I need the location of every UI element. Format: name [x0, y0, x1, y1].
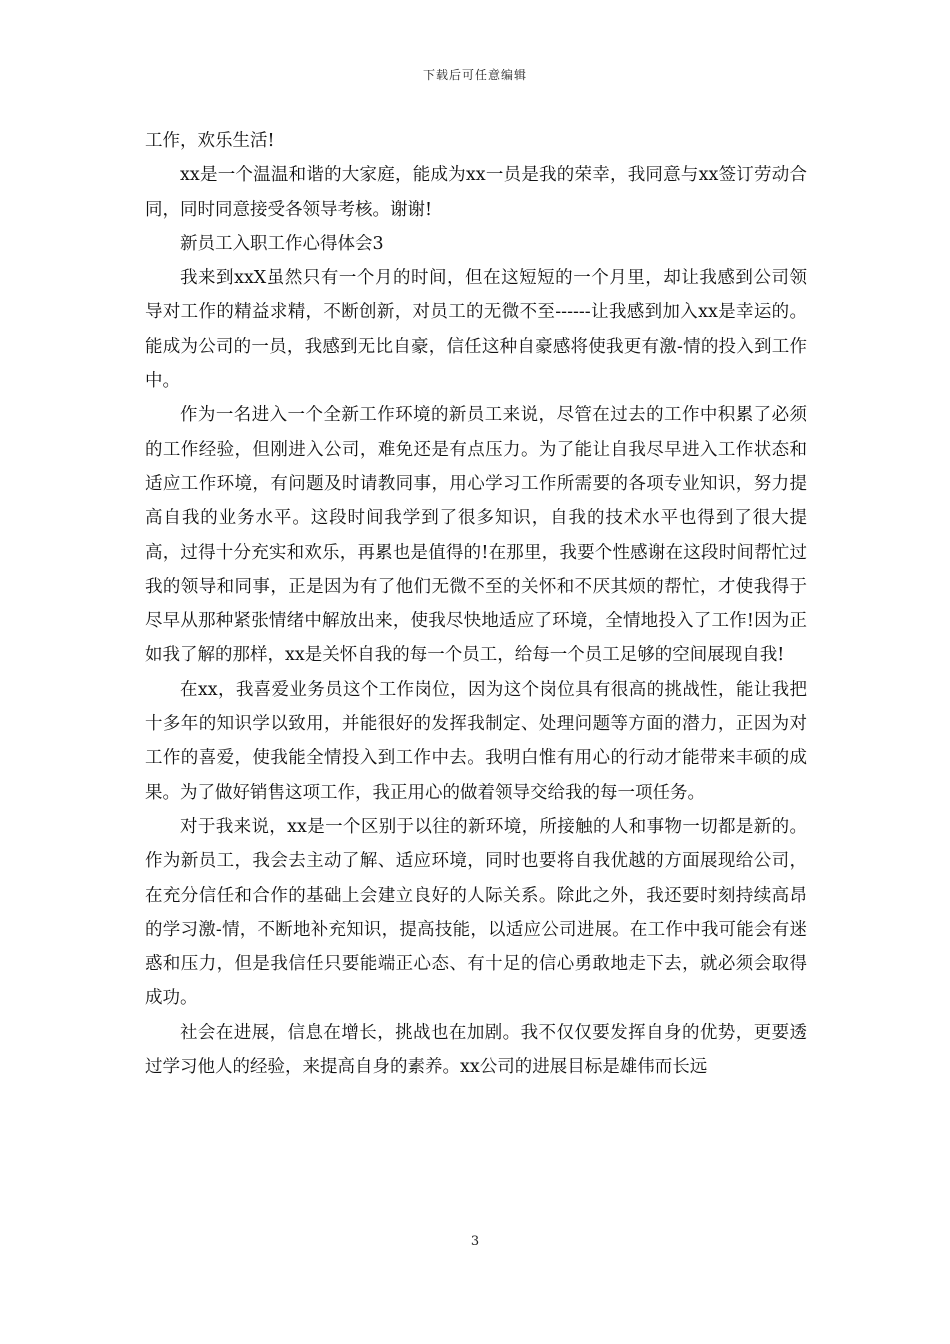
paragraph: 我来到xxX虽然只有一个月的时间，但在这短短的一个月里，却让我感到公司领导对工作的精益求精，不断创新，对员工的无微不至------让我感到加入xx是幸运的。能成为公司的一员，我感到无比自豪，信任这种自豪感将使我更有激-情的投入到工作中。 [145, 268, 807, 392]
paragraph: 作为一名进入一个全新工作环境的新员工来说，尽管在过去的工作中积累了必须的工作经验，但刚进入公司，难免还是有点压力。为了能让自我尽早进入工作状态和适应工作环境，有问题及时请教同事，用心学习工作所需要的各项专业知识，努力提高自我的业务水平。这段时间我学到了很多知识，自我的技术水平也得到了很大提高，过得十分充实和欢乐，再累也是值得的!在那里，我要个性感谢在这段时间帮忙过我的领导和同事，正是因为有了他们无微不至的关怀和不厌其烦的帮忙，才使我得于尽早从那种紧张情绪中解放出来，使我尽快地适应了环境，全情地投入了工作!因为正如我了解的那样，xx是关怀自我的每一个员工，给每一个员工足够的空间展现自我! [145, 405, 807, 666]
paragraph: 工作，欢乐生活! [145, 131, 275, 151]
page-header: 下载后可任意编辑 [422, 68, 527, 82]
document-body [145, 124, 807, 1084]
paragraph: xx是一个温温和谐的大家庭，能成为xx一员是我的荣幸，我同意与xx签订劳动合同，同时同意接受各领导考核。谢谢! [145, 165, 807, 220]
page-number: 3 [470, 1234, 480, 1249]
paragraph: 社会在进展，信息在增长，挑战也在加剧。我不仅仅要发挥自身的优势，更要透过学习他人的经验，来提高自身的素养。xx公司的进展目标是雄伟而长远 [145, 1022, 807, 1078]
paragraph: 在xx，我喜爱业务员这个工作岗位，因为这个岗位具有很高的挑战性，能让我把十多年的知识学以致用，并能很好的发挥我制定、处理问题等方面的潜力，正因为对工作的喜爱，使我能全情投入到工作中去。我明白惟有用心的行动才能带来丰硕的成果。为了做好销售这项工作，我正用心的做着领导交给我的每一项任务。 [145, 679, 807, 803]
section-title: 新员工入职工作心得体会3 [180, 233, 384, 254]
paragraph: 对于我来说，xx是一个区别于以往的新环境，所接触的人和事物一切都是新的。作为新员工，我会去主动了解、适应环境，同时也要将自我优越的方面展现给公司，在充分信任和合作的基础上会建立良好的人际关系。除此之外，我还要时刻持续高昂的学习激-情，不断地补充知识，提高技能，以适应公司进展。在工作中我可能会有迷惑和压力，但是我信任只要能端正心态、有十足的信心勇敢地走下去，就必须会取得成功。 [145, 816, 807, 1009]
